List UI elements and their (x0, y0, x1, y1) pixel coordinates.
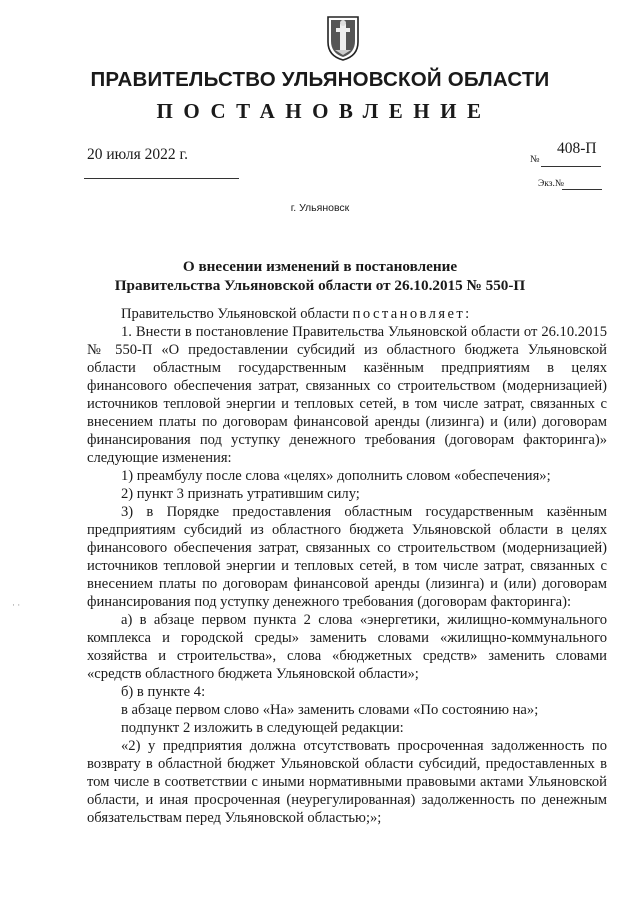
city: г. Ульяновск (290, 202, 350, 214)
number-underline (541, 166, 601, 167)
document-body (87, 305, 607, 827)
paragraph-1-3: 3) в Порядке предоставления областным государственным казённым предприятиям субсидий из областного бюджета Ульяновской области в целях финансового обеспечения затрат, связанных со строительством (модернизацией) источников тепловой энергии и тепловых сетей, в том числе затрат, связанных с внесением платы по договорам финансовой аренды (лизинга) и (или) договорам финансирования под уступку денежного требования (договорам факторинга): (87, 504, 607, 610)
paragraph-1-2: 2) пункт 3 признать утратившим силу; (121, 486, 360, 502)
document-subject (80, 257, 560, 295)
number-sign: № (530, 154, 540, 165)
paragraph-b-3: «2) у предприятия должна отсутствовать просроченная задолженность по возврату в областной бюджет Ульяновской области субсидий, предоставленных в том числе в соответствии с иными нормативными правовыми актами Ульяновской области, и иная просроченная (неурегулированная) задолженность по денежным обязательствам перед Ульяновской областью;»; (87, 738, 607, 826)
preamble-start: Правительство Ульяновской области (121, 306, 350, 322)
document-date: 20 июля 2022 г. (87, 146, 188, 163)
scan-mark: · · (12, 600, 21, 610)
paragraph-b: б) в пункте 4: (121, 684, 206, 700)
paragraph-1: 1. Внести в постановление Правительства Ульяновской области от 26.10.2015 № 550-П «О предоставлении субсидий из областного бюджета Ульяновской области областным государственным казённым предприятиям в целях финансового обеспечения затрат, связанных со строительством (модернизацией) источников тепловой энергии и тепловых сетей, в том числе затрат, связанных с внесением платы по договорам финансовой аренды (лизинга) и (или) договорам финансирования под уступку денежного требования (договорам факторинга)» следующие изменения: (87, 324, 607, 466)
preamble (87, 305, 607, 323)
government-title: ПРАВИТЕЛЬСТВО УЛЬЯНОВСКОЙ ОБЛАСТИ (90, 68, 550, 91)
paragraph-a: а) в абзаце первом пункта 2 слова «энергетики, жилищно-коммунального комплекса и городской среды» заменить словами «жилищно-коммунального хозяйства и строительства», слова «бюджетных средств» заменить словами «средств областного бюджета Ульяновской области»; (87, 612, 607, 682)
document-type: ПОСТАНОВЛЕНИЕ (156, 99, 492, 123)
copy-number-label: Экз.№ (538, 179, 564, 189)
document-number: 408-П (557, 140, 597, 157)
preamble-verb: постановляет: (352, 306, 472, 322)
paragraph-b-2: подпункт 2 изложить в следующей редакции: (121, 720, 404, 736)
copy-number-underline (562, 189, 602, 190)
coat-of-arms-icon (325, 14, 361, 62)
date-underline (84, 178, 239, 179)
subject-line-2: Правительства Ульяновской области от 26.10.2015 № 550-П (114, 277, 526, 294)
paragraph-b-1: в абзаце первом слово «На» заменить словами «По состоянию на»; (121, 702, 539, 718)
paragraph-1-1: 1) преамбулу после слова «целях» дополнить словом «обеспечения»; (121, 468, 551, 484)
subject-line-1: О внесении изменений в постановление (182, 258, 458, 275)
